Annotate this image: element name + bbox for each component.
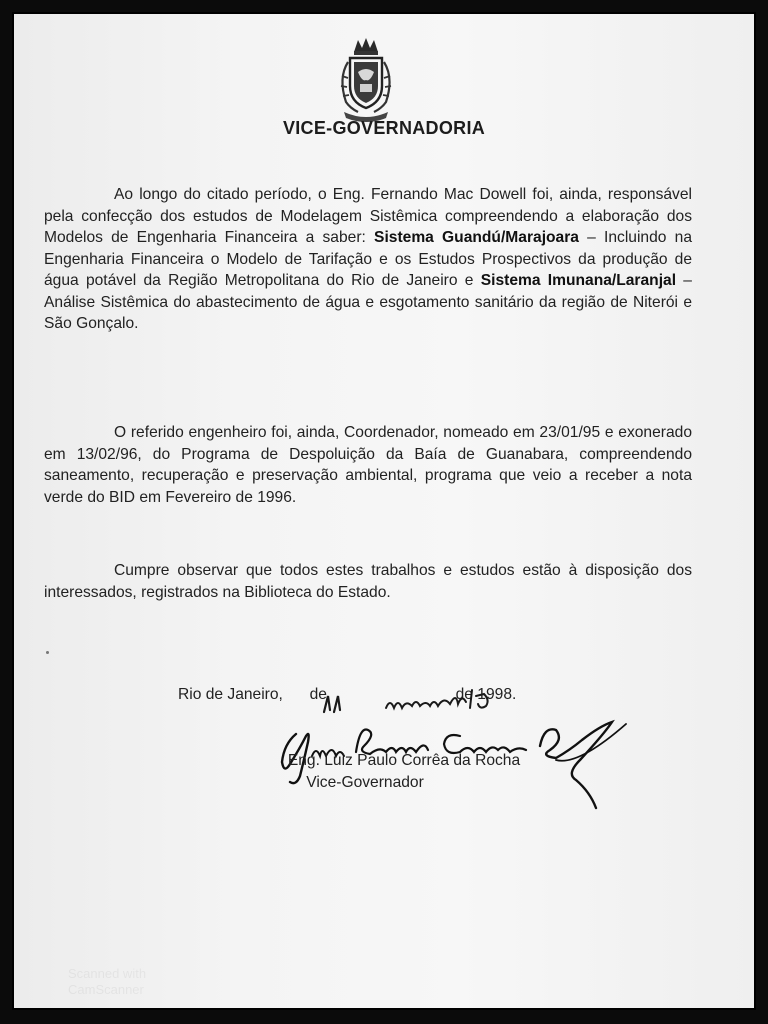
system-name-imunana: Sistema Imunana/Laranjal: [480, 272, 677, 289]
date-place: Rio de Janeiro,: [178, 686, 283, 703]
date-year: de 1998.: [455, 686, 517, 703]
date-de: de: [309, 686, 327, 703]
date-line: [178, 686, 516, 704]
paragraph-1: [44, 184, 692, 335]
paragraph-1-text-a: Ao longo do citado período, o Eng. Fernando Mac Dowell foi, ainda, responsável pela confecção dos estudos de Modelagem Sistêmica compreendendo a elaboração dos Modelos de Engenharia Financeira a saber:: [44, 186, 692, 246]
scanner-watermark: [68, 966, 146, 998]
system-name-guandu: Sistema Guandú/Marajoara: [374, 229, 579, 246]
page-title: VICE-GOVERNADORIA: [282, 118, 486, 138]
watermark-line-2: CamScanner: [68, 982, 144, 997]
scan-frame: [12, 12, 756, 1010]
document-page: [14, 14, 754, 1008]
signer-title: Vice-Governador: [306, 774, 424, 791]
paragraph-2: O referido engenheiro foi, ainda, Coordenador, nomeado em 23/01/95 e exonerado em 13/02/96, do Programa de Despoluição da Baía de Guanabara, compreendendo saneamento, recuperação e preservação ambiental, programa que veio a receber a nota verde do BID em Fevereiro de 1996.: [44, 424, 692, 506]
paragraph-1-text-c: – Análise Sistêmica do abastecimento de água e esgotamento sanitário da região de Niterói e São Gonçalo.: [44, 272, 692, 332]
paragraph-3: Cumpre observar que todos estes trabalhos e estudos estão à disposição dos interessados, registrados na Biblioteca do Estado.: [44, 562, 692, 601]
watermark-line-1: Scanned with: [68, 966, 147, 981]
paragraph-1-text-b: – Incluindo na Engenharia Financeira o Modelo de Tarifação e os Estudos Prospectivos da produção de água potável da Região Metropolitana do Rio de Janeiro e: [44, 229, 692, 289]
signer-block: [14, 750, 754, 794]
signer-name: Eng. Luiz Paulo Corrêa da Rocha: [287, 752, 521, 769]
coat-of-arms-icon: [332, 32, 400, 126]
paper-speck: [46, 651, 49, 654]
